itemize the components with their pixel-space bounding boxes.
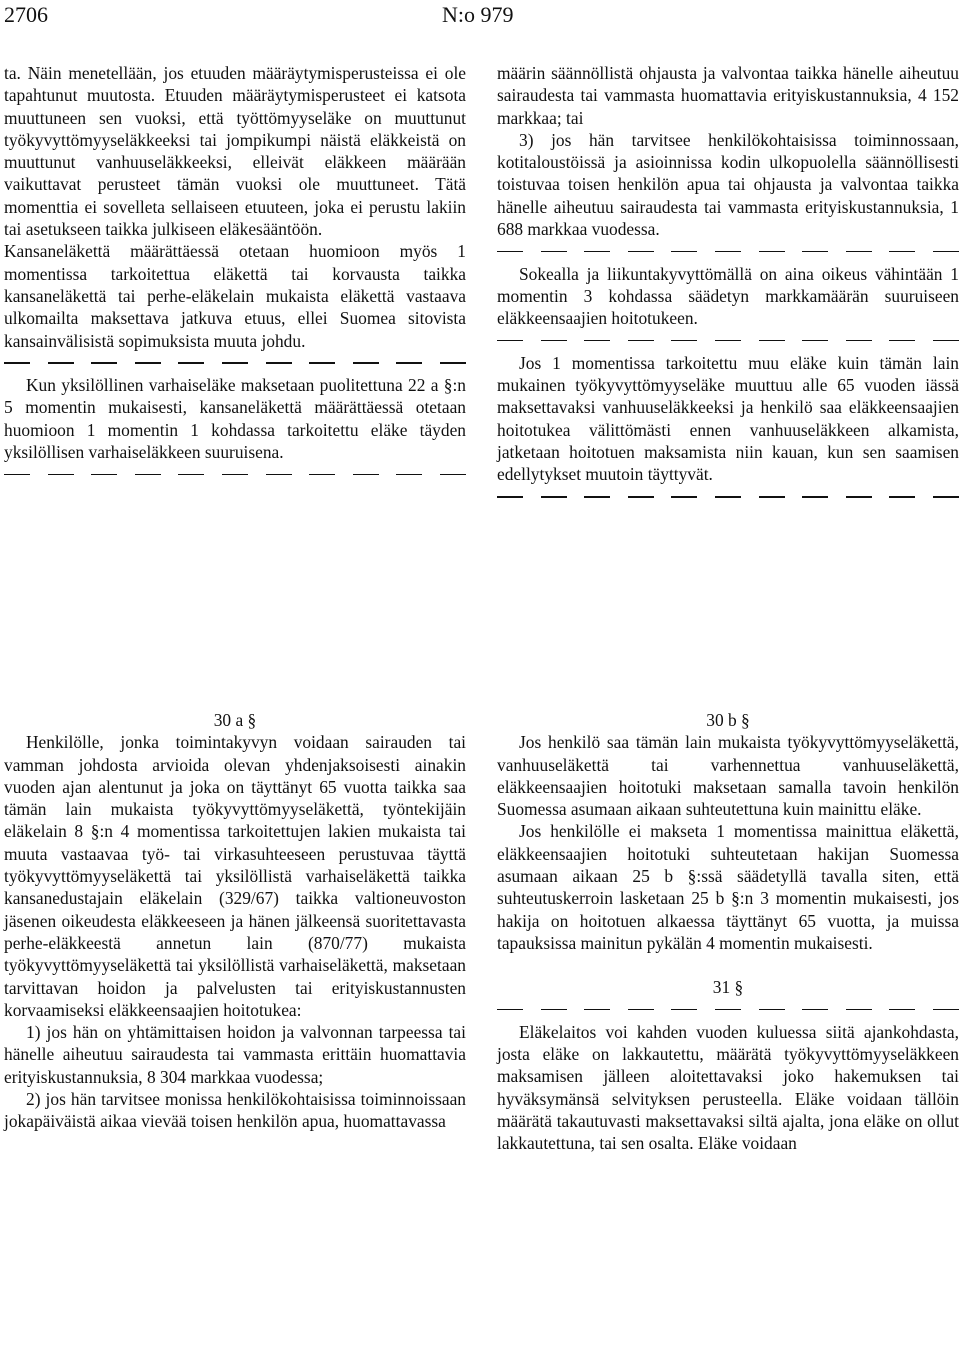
column-top-left: [4, 62, 466, 486]
paragraph: 1) jos hän on yhtämittaisen hoidon ja valvonnan tarpeessa tai hänelle aiheutuu sairaudesta tai vammasta erittäin huomattavia erityiskustannuksia, 8 304 markkaa vuodessa;: [4, 1022, 466, 1087]
omission-dashes: [497, 330, 959, 352]
page-header: [0, 0, 960, 40]
page-number: 2706: [4, 2, 48, 27]
paragraph: Sokealla ja liikuntakyvyttömällä on aina oikeus vähintään 1 momentin 3 kohdassa säädetyn markkamäärän suuruiseen eläkkeensaajien hoitotukeen.: [497, 263, 959, 329]
section-heading: 30 a §: [213, 710, 257, 730]
omission-dashes: [497, 486, 959, 508]
paragraph: 2) jos hän tarvitsee monissa henkilökohtaisissa toiminnoissaan jokapäiväistä aikaa vievää toisen henkilön apua, huomattavassa: [4, 1089, 466, 1132]
column-bottom-right: [497, 709, 959, 1155]
paragraph: 3) jos hän tarvitsee henkilökohtaisissa toiminnossaan, kotitaloustöissä ja asioinnissa kodin ulkopuolella säännöllisesti toistuvaa toisen henkilön apua tai ohjausta ja valvontaa taikka hänelle aiheutuu sairaudesta tai vammasta erityiskustannuksia, 1 688 markkaa vuodessa.: [497, 129, 959, 240]
issue-number: N:o 979: [442, 2, 514, 27]
omission-dashes: [4, 463, 466, 485]
paragraph: Kun yksilöllinen varhaiseläke maksetaan puolitettuna 22 a §:n 5 momentin mukaisesti, kansaneläkettä määrättäessä otetaan huomioon 1 momentin 1 kohdassa tarkoitettu eläke täyden yksilöllisen varhaiseläkkeen suuruisena.: [4, 375, 466, 463]
omission-dashes: [497, 240, 959, 262]
column-bottom-left: [4, 709, 466, 1133]
paragraph: Henkilölle, jonka toimintakyvyn voidaan sairauden tai vamman johdosta arvioida olevan yhdenjaksoisesti ainakin vuoden ajan alentunut ja joka on täyttänyt 65 vuotta taikka saa tämän lain mukaista työkyvyttömyyseläkettä, työntekijäin eläkelain 8 §:n 4 momentissa tarkoitettujen lakien mukaista tai muuta vastaavaa työ- tai virkasuhteeseen perustuvaa täyttä työkyvyttömyyseläkettä tai yksilöllistä varhaiseläkettä taikka kansanedustajain eläkelain (329/67) taikka valtioneuvoston jäsenen oikeudesta eläkkeeseen ja hänen jälkeensä suoritettavasta perhe-eläkkeestä annetun lain (870/77) mukaista työkyvyttömyyseläkettä tai yksilöllistä varhaiseläkettä, maksetaan tarvittavan hoidon ja palvelusten tai erityiskustannusten korvaamiseksi eläkkeensaajien hoitotukea:: [4, 732, 466, 1020]
paragraph: Eläkelaitos voi kahden vuoden kuluessa siitä ajankohdasta, josta eläke on lakkautettu, määrätä työkyvyttömyyseläkkeen maksamisen jälleen aloitettavaksi joko hakemuksen tai hyväksymänsä selvityksen perusteella. Eläke voidaan tällöin määrätä takautuvasti maksettavaksi siltä ajalta, jona eläke on ollut lakkautettuna, tai sen osalta. Eläke voidaan: [497, 1021, 959, 1154]
omission-dashes: [4, 352, 466, 374]
section-heading: 30 b §: [706, 710, 750, 730]
paragraph: Jos henkilölle ei makseta 1 momentissa mainittua eläkettä, eläkkeensaajien hoitotuki suhteutetaan hakijan Suomessa asumaan aikaan 25 b §:ssä säädetyllä tavalla siten, että suhteutuskerroin lasketaan 25 b §:n 3 momentin mukaisesti, jos hakija on hoitotuen alkaessa täyttänyt 65 vuotta, ja muissa tapauksissa mainitun pykälän 4 momentin mukaisesti.: [497, 821, 959, 953]
column-top-right: [497, 62, 959, 508]
paragraph: ta. Näin menetellään, jos etuuden määräytymisperusteissa ei ole tapahtunut muutosta. Etuuden määräytymisperusteet ei katsota muuttuneen sen vuoksi, että työttömyyseläke on muuttunut työkyvyttömyyseläkkeeksi tai jompikumpi näistä eläkkeistä on muuttunut vanhuuseläkkeeksi, elleivät eläkkeen määrään vaikuttavat perusteet tämän vuoksi ole muuttuneet. Tätä momenttia ei sovelleta sellaiseen etuuteen, joka ei perustu lakiin tai asetukseen taikka julkiseen eläkesääntöön.: [4, 63, 466, 240]
omission-dashes: [497, 999, 959, 1021]
section-heading: 31 §: [712, 977, 744, 998]
paragraph: määrin säännöllistä ohjausta ja valvontaa taikka hänelle aiheutuu sairaudesta tai vammasta huomattavia erityiskustannuksia, 4 152 markkaa; tai: [497, 63, 959, 128]
paragraph: Jos 1 momentissa tarkoitettu muu eläke kuin tämän lain mukainen työkyvyttömyyseläke muuttuu alle 65 vuoden iässä maksettavaksi vanhuuseläkkeeksi ja henkilö saa eläkkeensaajien hoitotukea välittömästi ennen vanhuuseläkkeen alkamista, jatketaan hoitotuen maksamista niin kauan, kun sen saamisen edellytykset muutoin täyttyvät.: [497, 352, 959, 485]
paragraph: Kansaneläkettä määrättäessä otetaan huomioon myös 1 momentissa tarkoitettua eläkettä tai korvausta taikka kansaneläkettä tai perhe-eläkelain mukaista eläkettä vastaava ulkomailta maksettava jatkuva etuus, ellei Suomea sitovista kansainvälisistä sopimuksista muuta johdu.: [4, 241, 466, 351]
paragraph: Jos henkilö saa tämän lain mukaista työkyvyttömyyseläkettä, vanhuuseläkettä tai varhennettua vanhuuseläkettä, eläkkeensaajien hoitotuki maksetaan samalla tavoin henkilön Suomessa asumaan aikaan suhteutettuna kuin mainittu eläke.: [497, 732, 959, 820]
